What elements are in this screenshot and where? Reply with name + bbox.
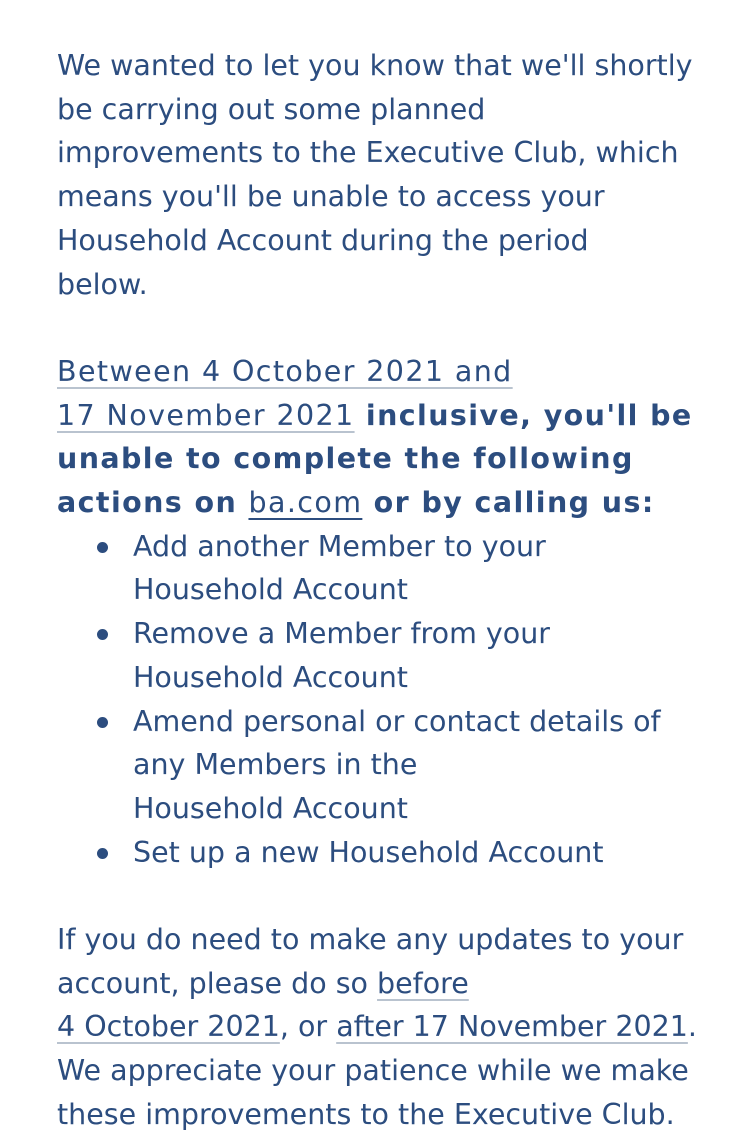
outage-notice	[57, 350, 697, 525]
bullet-icon	[97, 629, 108, 640]
intro-line: Household Account during the period	[57, 223, 589, 257]
notice-text: unable to complete the following	[57, 442, 634, 476]
date-range-link[interactable]: 17 November 2021	[57, 398, 355, 432]
unavailable-actions-list	[57, 525, 697, 875]
before-date-link[interactable]: 4 October 2021	[57, 1010, 280, 1044]
outro-paragraph: If you do need to make any updates to your account, please do so before 4 October 2021, or after 17 November 2021. We appreciate your patience while we make these improvements to the Executive Club.	[57, 923, 697, 1131]
message-body	[57, 44, 697, 1137]
date-range-link[interactable]: Between 4 October 2021 and	[57, 354, 513, 388]
before-date-link[interactable]: before	[377, 966, 469, 1000]
list-item: Set up a new Household Account	[133, 831, 697, 875]
after-date-link[interactable]: after 17 November 2021	[336, 1010, 688, 1044]
notice-text: inclusive, you'll be	[354, 398, 693, 432]
bullet-icon	[97, 542, 108, 553]
intro-line: below.	[57, 267, 148, 301]
list-item: Amend personal or contact details of any Members in the Household Account	[133, 700, 697, 831]
ba-com-link[interactable]: ba.com	[248, 486, 363, 520]
intro-line: means you'll be unable to access your	[57, 180, 605, 214]
intro-line: improvements to the Executive Club, which	[57, 136, 679, 170]
list-item: Remove a Member from your Household Account	[133, 612, 697, 699]
intro-line: We wanted to let you know that we'll shortly	[57, 49, 693, 82]
notice-text: actions on	[57, 486, 249, 520]
intro-line: be carrying out some planned	[57, 92, 486, 126]
intro-paragraph	[57, 44, 697, 306]
bullet-icon	[97, 717, 108, 728]
list-item: Add another Member to your Household Account	[133, 525, 697, 612]
notice-text: or by calling us:	[362, 486, 655, 520]
bullet-icon	[97, 848, 108, 859]
